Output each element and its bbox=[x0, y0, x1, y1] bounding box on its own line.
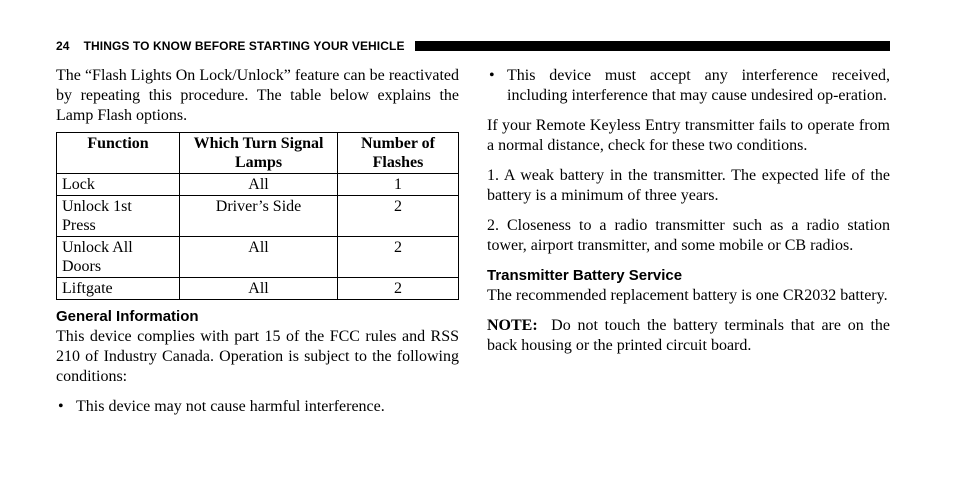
general-information-paragraph: This device complies with part 15 of the FCC rules and RSS 210 of Industry Canada. Operation is subject to the following conditions: bbox=[56, 328, 459, 385]
note-label: NOTE: bbox=[487, 317, 538, 334]
cell-lamps: All bbox=[180, 174, 338, 196]
fails-to-operate-paragraph: If your Remote Keyless Entry transmitter fails to operate from a normal distance, check for these two conditions. bbox=[487, 117, 890, 154]
cell-function: Unlock 1st Press bbox=[57, 196, 180, 237]
column-header-flashes: Number of Flashes bbox=[338, 133, 459, 174]
condition-item-1: 1. A weak battery in the transmitter. The expected life of the battery is a minimum of three years. bbox=[487, 167, 890, 204]
bullet-item bbox=[487, 66, 890, 106]
battery-service-heading: Transmitter Battery Service bbox=[487, 267, 683, 284]
condition-item-2: 2. Closeness to a radio transmitter such as a radio station tower, airport transmitter, and some mobile or CB radios. bbox=[487, 217, 890, 254]
cell-lamps: Driver’s Side bbox=[180, 196, 338, 237]
table-row bbox=[57, 196, 459, 237]
table-row bbox=[57, 237, 459, 278]
cell-function: Unlock All Doors bbox=[57, 237, 180, 278]
cell-function: Liftgate bbox=[57, 278, 180, 300]
intro-paragraph: The “Flash Lights On Lock/Unlock” feature can be reactivated by repeating this procedure. The table below explains the Lamp Flash options. bbox=[56, 67, 459, 124]
cell-function: Lock bbox=[57, 174, 180, 196]
lamp-flash-table bbox=[56, 132, 459, 300]
header-rule bbox=[415, 41, 890, 51]
cell-flashes: 2 bbox=[338, 196, 459, 237]
note-text: Do not touch the battery terminals that are on the back housing or the printed circuit board. bbox=[487, 317, 891, 354]
table-row bbox=[57, 174, 459, 196]
column-header-function: Function bbox=[57, 133, 180, 174]
cell-flashes: 2 bbox=[338, 237, 459, 278]
bullet-text: This device may not cause harmful interference. bbox=[76, 398, 385, 415]
cell-flashes: 2 bbox=[338, 278, 459, 300]
right-column bbox=[487, 66, 890, 356]
bullet-icon: • bbox=[58, 398, 64, 415]
table-header-row bbox=[57, 133, 459, 174]
column-header-lamps: Which Turn Signal Lamps bbox=[180, 133, 338, 174]
chapter-title: THINGS TO KNOW BEFORE STARTING YOUR VEHICLE bbox=[83, 39, 405, 53]
general-information-heading: General Information bbox=[56, 308, 199, 325]
page-number: 24 bbox=[56, 39, 70, 53]
cell-lamps: All bbox=[180, 237, 338, 278]
page-header bbox=[56, 38, 890, 54]
cell-flashes: 1 bbox=[338, 174, 459, 196]
bullet-icon: • bbox=[489, 67, 495, 84]
battery-service-paragraph: The recommended replacement battery is one CR2032 battery. bbox=[487, 287, 888, 304]
cell-lamps: All bbox=[180, 278, 338, 300]
bullet-text: This device must accept any interference received, including interference that may cause undesired op-eration. bbox=[507, 67, 890, 104]
bullet-item bbox=[56, 397, 459, 417]
left-column bbox=[56, 66, 459, 417]
note-paragraph bbox=[487, 316, 890, 356]
table-row bbox=[57, 278, 459, 300]
